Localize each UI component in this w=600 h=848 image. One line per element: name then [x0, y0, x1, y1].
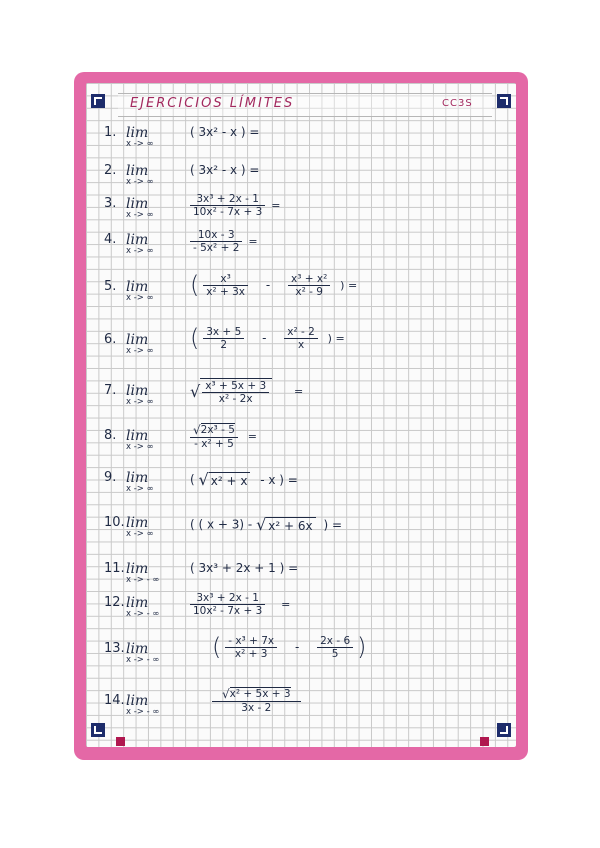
corner-logo-icon [91, 94, 105, 108]
corner-square-marker [480, 737, 489, 746]
fraction: $\frac{\text{3x³ + 2x - 1}}{\text{10x² - 7x + 3}}$ [190, 193, 265, 218]
grid-paper [86, 83, 516, 747]
limit-expression: $\frac{10x - 3}{\text{- 5x² + 2}}$ = [190, 229, 258, 254]
exercise-number: 14. [104, 693, 125, 708]
limit-expression: ( 3x² - x ) = [190, 163, 260, 177]
fraction: $\frac{3x + 5}{2}$ [203, 326, 244, 351]
exercise-number: 1. [104, 125, 117, 140]
corner-square-marker [116, 737, 125, 746]
exercise-number: 12. [104, 595, 125, 610]
limit-expression: ( 3x² - x ) = [190, 125, 260, 139]
limit-operator: lim x -> ∞ [126, 196, 154, 220]
exercise-number: 7. [104, 383, 117, 398]
exercise-number: 5. [104, 279, 117, 294]
limit-expression: ( √ x² + x - x ) = [190, 470, 298, 489]
limit-expression: ( ( x + 3) - √ x² + 6x ) = [190, 515, 343, 534]
exercise-number: 4. [104, 232, 117, 247]
limit-operator: lim x -> ∞ [126, 332, 154, 356]
fraction: $\frac{2x - 6}{5}$ [317, 635, 353, 660]
fraction: $\frac{\text{√x² + 5x + 3}}{3x - 2}$ [212, 687, 301, 714]
limit-expression: ( $\frac{3x + 5}{2}$ - $\frac{\text{x² - 2}}{x}$ ) = [190, 324, 345, 352]
limit-expression: ( $\frac{\text{- x³ + 7x}}{\text{x² + 3}}$ - $\frac{2x - 6}{5}$ ) [212, 633, 367, 661]
fraction: $\frac{\text{3x³ + 2x - 1}}{\text{10x² - 7x + 3}}$ [190, 592, 265, 617]
limit-expression: $\frac{\text{3x³ + 2x - 1}}{\text{10x² - 7x + 3}}$ = [190, 193, 281, 218]
limit-operator: lim x -> ∞ [126, 515, 154, 539]
exercise-number: 10. [104, 515, 125, 530]
limit-expression: √ $\frac{\text{x³ + 5x + 3}}{\text{x² - 2x}}$ = [190, 380, 304, 405]
fraction: $\frac{\text{- x³ + 7x}}{\text{x² + 3}}$ [225, 635, 277, 660]
exercise-number: 11. [104, 561, 125, 576]
limit-expression: ( $\frac{\text{x³}}{\text{x² + 3x}}$ - $\frac{\text{x³ + x²}}{\text{x² - 9}}$ ) = [190, 271, 358, 299]
limit-operator: lim x -> ∞ [126, 163, 154, 187]
limit-operator: lim x -> ∞ [126, 428, 154, 452]
corner-logo-icon [91, 723, 105, 737]
exercise-number: 8. [104, 428, 117, 443]
exercise-number: 3. [104, 196, 117, 211]
limit-operator: lim x -> ∞ [126, 470, 154, 494]
fraction: $\frac{10x - 3}{\text{- 5x² + 2}}$ [190, 229, 242, 254]
corner-logo-icon [497, 723, 511, 737]
limit-expression: $\frac{\text{√2x³ - 5}}{\text{- x² + 5}}$ = [190, 423, 257, 450]
limit-operator: lim x -> ∞ [126, 279, 154, 303]
limit-operator: lim x -> ∞ [126, 232, 154, 256]
limit-expression: ( 3x³ + 2x + 1 ) = [190, 561, 299, 575]
limit-operator: lim x -> - ∞ [126, 595, 160, 619]
fraction: $\frac{\text{x³}}{\text{x² + 3x}}$ [203, 273, 248, 298]
notebook-page [74, 72, 528, 760]
limit-operator: lim x -> ∞ [126, 383, 154, 407]
fraction: $\frac{\text{x³ + x²}}{\text{x² - 9}}$ [288, 273, 330, 298]
fraction: $\frac{\text{x³ + 5x + 3}}{\text{x² - 2x}}$ [202, 380, 269, 405]
fraction: $\frac{\text{x² - 2}}{x}$ [284, 326, 318, 351]
corner-logo-icon [497, 94, 511, 108]
limit-operator: lim x -> - ∞ [126, 561, 160, 585]
page-code: CC3S [442, 98, 473, 109]
fraction: $\frac{\text{√2x³ - 5}}{\text{- x² + 5}}$ [190, 423, 238, 450]
exercise-number: 6. [104, 332, 117, 347]
limit-expression [212, 687, 301, 714]
limit-operator: lim x -> - ∞ [126, 693, 160, 717]
exercise-number: 9. [104, 470, 117, 485]
exercise-number: 2. [104, 163, 117, 178]
limit-expression: $\frac{\text{3x³ + 2x - 1}}{\text{10x² - 7x + 3}}$ = [190, 592, 290, 617]
limit-operator: lim x -> - ∞ [126, 641, 160, 665]
page-title: EJERCICIOS LÍMITES [130, 96, 295, 111]
exercise-number: 13. [104, 641, 125, 656]
limit-operator: lim x -> ∞ [126, 125, 154, 149]
